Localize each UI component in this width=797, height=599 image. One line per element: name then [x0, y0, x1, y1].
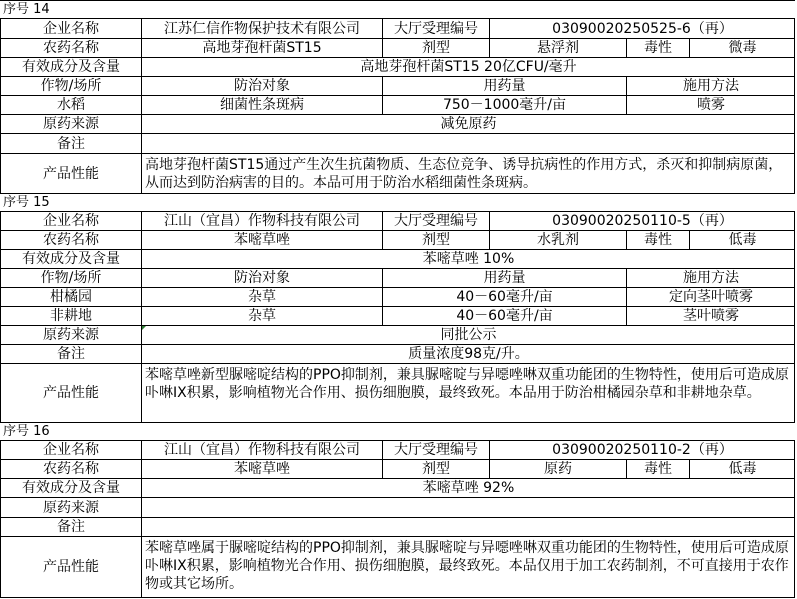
cell-comment-marker [142, 326, 146, 330]
dose-cell[interactable]: 750－1000毫升/亩 [382, 96, 626, 114]
target-header: 防治对象 [141, 77, 382, 95]
seq-row [0, 422, 795, 440]
use-row [0, 95, 795, 114]
method-cell[interactable]: 定向茎叶喷雾 [626, 288, 795, 306]
crop-header: 作物/场所 [0, 77, 141, 95]
form-value[interactable]: 悬浮剂 [489, 39, 626, 57]
reg-value[interactable]: 03090020250525-6（再） [489, 19, 795, 38]
company-value[interactable]: 江山（宜昌）作物科技有限公司 [141, 441, 382, 459]
source-label: 原药来源 [0, 498, 141, 517]
target-cell[interactable]: 杂草 [141, 288, 382, 306]
method-cell[interactable]: 茎叶喷雾 [626, 307, 795, 325]
ingredient-label: 有效成分及含量 [0, 250, 141, 268]
perf-row [0, 363, 795, 422]
source-row [0, 114, 795, 133]
note-label: 备注 [0, 345, 141, 363]
crop-header: 作物/场所 [0, 269, 141, 287]
note-label: 备注 [0, 518, 141, 536]
use-header-row [0, 76, 795, 95]
company-value[interactable]: 江苏仁信作物保护技术有限公司 [141, 19, 382, 38]
crop-cell[interactable]: 非耕地 [0, 307, 141, 325]
use-row [0, 306, 795, 325]
method-cell[interactable]: 喷雾 [626, 96, 795, 114]
perf-value[interactable]: 苯嘧草唑属于脲嘧啶结构的PPO抑制剂，兼具脲嘧啶与异噁唑啉双重功能团的生物特性，使用后可造成原卟啉IX积累，影响植物光合作用、损伤细胞膜，最终致死。本品仅用于加工农药制剂，不可直接用于农作物或其它场所。 [141, 537, 795, 597]
name-row [0, 38, 795, 57]
name-label: 农药名称 [0, 39, 141, 57]
ingredient-value[interactable]: 苯嘧草唑 92% [141, 479, 795, 497]
source-row [0, 325, 795, 344]
name-value[interactable]: 苯嘧草唑 [141, 231, 382, 249]
company-row [0, 440, 795, 459]
tox-label: 毒性 [626, 39, 689, 57]
dose-header: 用药量 [382, 269, 626, 287]
target-cell[interactable]: 杂草 [141, 307, 382, 325]
name-value[interactable]: 高地芽孢杆菌ST15 [141, 39, 382, 57]
reg-label: 大厅受理编号 [382, 441, 489, 459]
dose-cell[interactable]: 40－60毫升/亩 [382, 307, 626, 325]
target-cell[interactable]: 细菌性条斑病 [141, 96, 382, 114]
method-header: 施用方法 [626, 269, 795, 287]
note-label: 备注 [0, 134, 141, 153]
perf-label: 产品性能 [0, 364, 141, 422]
tox-value[interactable]: 低毒 [689, 231, 795, 249]
dose-cell[interactable]: 40－60毫升/亩 [382, 288, 626, 306]
target-header: 防治对象 [141, 269, 382, 287]
crop-cell[interactable]: 水稻 [0, 96, 141, 114]
name-label: 农药名称 [0, 231, 141, 249]
note-value[interactable]: 质量浓度98克/升。 [141, 345, 795, 363]
form-label: 剂型 [382, 460, 489, 478]
tox-value[interactable]: 微毒 [689, 39, 795, 57]
company-label: 企业名称 [0, 19, 141, 38]
note-value[interactable] [141, 518, 795, 536]
ingredient-row [0, 57, 795, 76]
seq-label: 序号 14 [3, 2, 50, 17]
use-header-row [0, 268, 795, 287]
source-label: 原药来源 [0, 326, 141, 344]
note-row [0, 517, 795, 536]
form-label: 剂型 [382, 39, 489, 57]
perf-label: 产品性能 [0, 537, 141, 597]
seq-row [0, 0, 795, 18]
name-value[interactable]: 苯嘧草唑 [141, 460, 382, 478]
use-row [0, 287, 795, 306]
note-row [0, 344, 795, 363]
ingredient-row [0, 478, 795, 497]
ingredient-value[interactable]: 苯嘧草唑 10% [141, 250, 795, 268]
reg-value[interactable]: 03090020250110-5（再） [489, 212, 795, 230]
note-row [0, 133, 795, 153]
dose-header: 用药量 [382, 77, 626, 95]
perf-row [0, 153, 795, 193]
source-label: 原药来源 [0, 115, 141, 133]
seq-label: 序号 15 [3, 195, 50, 210]
form-label: 剂型 [382, 231, 489, 249]
name-row [0, 230, 795, 249]
perf-label: 产品性能 [0, 154, 141, 193]
perf-value[interactable]: 高地芽孢杆菌ST15通过产生次生抗菌物质、生态位竞争、诱导抗病性的作用方式，杀灭和抑制病原菌，从而达到防治病害的目的。本品可用于防治水稻细菌性条斑病。 [141, 154, 795, 193]
ingredient-value[interactable]: 高地芽孢杆菌ST15 20亿CFU/毫升 [141, 58, 795, 76]
company-label: 企业名称 [0, 212, 141, 230]
ingredient-row [0, 249, 795, 268]
company-row [0, 211, 795, 230]
name-label: 农药名称 [0, 460, 141, 478]
crop-cell[interactable]: 柑橘园 [0, 288, 141, 306]
note-value[interactable] [141, 134, 795, 153]
reg-label: 大厅受理编号 [382, 19, 489, 38]
company-value[interactable]: 江山（宜昌）作物科技有限公司 [141, 212, 382, 230]
ingredient-label: 有效成分及含量 [0, 58, 141, 76]
source-value[interactable]: 减免原药 [141, 115, 795, 133]
tox-value[interactable]: 低毒 [689, 460, 795, 478]
reg-value[interactable]: 03090020250110-2（再） [489, 441, 795, 459]
perf-value[interactable]: 苯嘧草唑新型脲嘧啶结构的PPO抑制剂，兼具脲嘧啶与异噁唑啉双重功能团的生物特性，使用后可造成原卟啉IX积累，影响植物光合作用、损伤细胞膜，最终致死。本品用于防治柑橘园杂草和非耕地杂草。 [141, 364, 795, 422]
source-value[interactable]: 同批公示 [141, 326, 795, 344]
form-value[interactable]: 原药 [489, 460, 626, 478]
perf-row [0, 536, 795, 598]
seq-row [0, 193, 795, 211]
ingredient-label: 有效成分及含量 [0, 479, 141, 497]
reg-label: 大厅受理编号 [382, 212, 489, 230]
source-value[interactable] [141, 498, 795, 517]
source-row [0, 497, 795, 517]
tox-label: 毒性 [626, 460, 689, 478]
company-label: 企业名称 [0, 441, 141, 459]
company-row [0, 18, 795, 38]
seq-label: 序号 16 [3, 424, 50, 439]
name-row [0, 459, 795, 478]
form-value[interactable]: 水乳剂 [489, 231, 626, 249]
method-header: 施用方法 [626, 77, 795, 95]
tox-label: 毒性 [626, 231, 689, 249]
